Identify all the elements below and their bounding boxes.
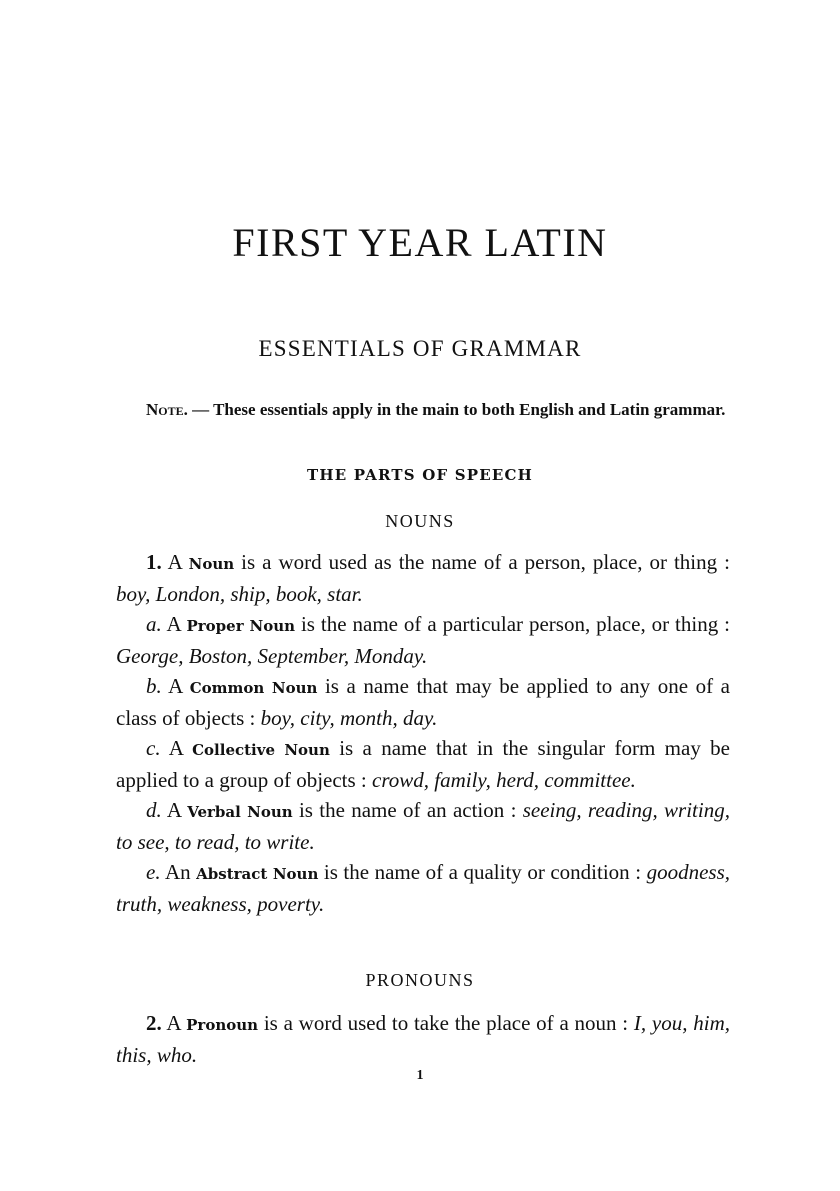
paragraph-1e (116, 857, 730, 919)
pronouns-heading: PRONOUNS (365, 970, 475, 990)
defined-term: Abstract Noun (196, 865, 319, 883)
paragraph-text: is the name of a quality or condition : (318, 860, 647, 884)
examples: boy, city, month, day. (260, 706, 438, 730)
subsection-letter: d. (146, 798, 162, 822)
examples: George, Boston, September, Monday. (116, 644, 428, 668)
paragraph-text: is a word used as the name of a person, place, or thing : (234, 550, 730, 574)
paragraph-text: is a word used to take the place of a noun : (258, 1011, 634, 1035)
parts-of-speech-heading: THE PARTS OF SPEECH (306, 466, 534, 484)
defined-term: Common Noun (189, 679, 318, 697)
paragraph-text: A (161, 550, 189, 574)
paragraph-2 (116, 1008, 730, 1070)
paragraph-1c (116, 733, 730, 795)
paragraph-1 (116, 547, 730, 609)
defined-term: Proper Noun (186, 617, 296, 635)
note-label: Note. (146, 400, 188, 419)
defined-term: Verbal Noun (187, 803, 293, 821)
paragraph-text: is a name that in the singular form may be applied to a group of objects : (116, 736, 730, 792)
paragraph-text: is the name of a particular person, place, or thing : (295, 612, 730, 636)
page-number: 1 (416, 1068, 424, 1083)
nouns-heading: NOUNS (385, 511, 455, 531)
subsection-letter: e. (146, 860, 161, 884)
examples: goodness, truth, weakness, poverty. (116, 860, 730, 916)
examples: seeing, reading, writing, to see, to read, to write. (116, 798, 730, 854)
paragraph-text: A (161, 612, 187, 636)
paragraph-1d (116, 795, 730, 857)
paragraph-text: An (160, 860, 197, 884)
paragraph-text: A (161, 674, 190, 698)
paragraph-text: A (161, 1011, 187, 1035)
examples: crowd, family, herd, committee. (372, 768, 636, 792)
examples: I, you, him, this, who. (116, 1011, 730, 1067)
defined-term: Pronoun (186, 1016, 259, 1034)
paragraph-text: A (161, 798, 188, 822)
paragraph-text: A (160, 736, 193, 760)
defined-term: Collective Noun (192, 741, 330, 759)
chapter-title: ESSENTIALS OF GRAMMAR (258, 336, 582, 361)
paragraph-text: is the name of an action : (292, 798, 523, 822)
paragraph-1a (116, 609, 730, 671)
page-title: FIRST YEAR LATIN (232, 220, 608, 265)
paragraph-number: 2. (146, 1011, 162, 1035)
nouns-body (116, 547, 730, 919)
defined-term: Noun (188, 555, 235, 573)
examples: boy, London, ship, book, star. (116, 582, 363, 606)
paragraph-1b (116, 671, 730, 733)
note-text: — These essentials apply in the main to both English and Latin grammar. (187, 400, 726, 419)
pronouns-body (116, 1008, 730, 1070)
paragraph-number: 1. (146, 550, 162, 574)
subsection-letter: a. (146, 612, 162, 636)
subsection-letter: b. (146, 674, 162, 698)
note-paragraph (116, 396, 730, 423)
subsection-letter: c. (146, 736, 161, 760)
paragraph-text: is a name that may be applied to any one of a class of objects : (116, 674, 731, 730)
